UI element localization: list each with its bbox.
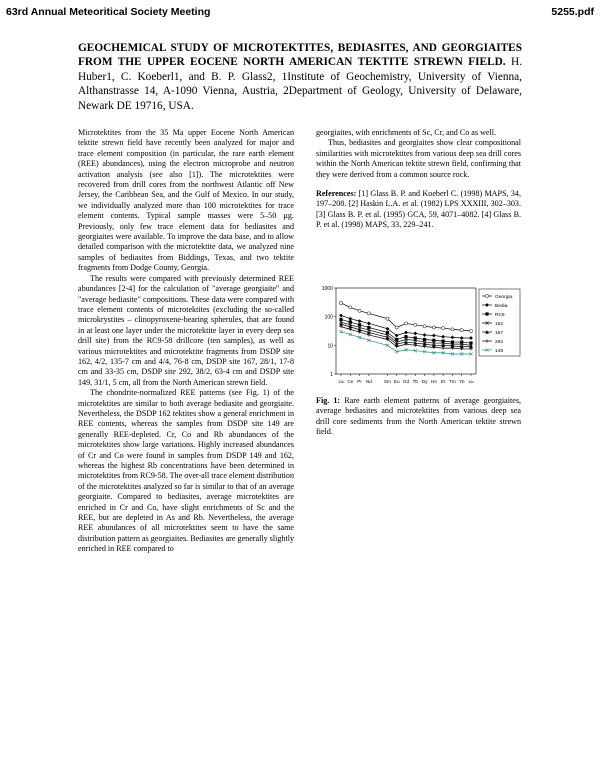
data-point <box>358 309 361 312</box>
right-column <box>316 128 521 231</box>
data-point <box>441 335 445 339</box>
x-tick-label: Lu <box>468 379 474 384</box>
data-point <box>339 301 342 304</box>
paragraph-3: The chondrite-normalized REE patterns (see Fig. 1) of the microtektites are similar to both average bediasite and georgiaite. Nevertheless, the DSDP 162 tektites show a general enrichment in REE contents, whereas the samples from DSDP site 149 are generally REE-depleted. Cr, Co and Rb abundances of the microtektites show large variations. Highly increased abundances of Cr and Co were found in samples from DSDP 149 and 162, whereas the highest Rb concentrations have been determined in microtektites from RC9-58. The over-all trace element distribution of the microtektites analyzed so far is similar to that of an average georgiaite. Compared to bediasites, average microtektites are enriched in Cr and Co, have slight enrichments of Sc and the REE, but are depleted in As and Rb. Nevertheless, the average REE abundances of all microtektites seem to have the same distribution pattern as georgiaites. Bediasites are generally slightly enriched in REE compared to <box>78 388 294 554</box>
file-name: 5255.pdf <box>551 6 594 18</box>
data-point <box>348 317 352 321</box>
legend-label: RC9 <box>495 312 505 318</box>
data-point <box>442 347 445 350</box>
x-tick-label: Eu <box>393 379 400 384</box>
x-tick-label: Tm <box>449 379 456 384</box>
x-tick-label: Pr <box>357 379 362 384</box>
data-point <box>469 336 473 340</box>
x-tick-label: Dy <box>421 379 428 384</box>
data-point <box>451 328 454 331</box>
data-point <box>485 339 488 342</box>
paragraph-5: Thus, bediasites and georgiaites show clear compositional similarities with microtektites from various deep sea drill cores within the North American tektite strewn field, confirming that they were derived from a common source rock. <box>316 138 521 179</box>
x-tick-label: Nd <box>365 379 372 384</box>
title-block <box>78 41 522 113</box>
meeting-header: 63rd Annual Meteoritical Society Meeting <box>6 6 211 18</box>
x-tick-label: Er <box>440 379 446 384</box>
paragraph-4: georgiaites, with enrichments of Sc, Cr, and Co as well. <box>316 128 497 137</box>
data-point <box>404 322 407 325</box>
authors-affiliations: H. Huber1, C. Koeberl1, and B. P. Glass2, 1Institute of Geochemistry, University of Vienna, Althanstrasse 14, A-1090 Vienna, Austria, 2Department of Geology, University of Delaware, Newark DE 19716, USA. <box>78 56 523 112</box>
legend-label: 149 <box>495 348 504 354</box>
data-point <box>358 319 362 323</box>
data-point <box>349 306 352 309</box>
x-tick-label: Ho <box>430 379 437 384</box>
ree-pattern-chart <box>316 282 522 392</box>
data-point <box>413 332 417 336</box>
references-text: [1] Glass B. P. and Koeberl C. (1998) MAPS, 34, 197–208. [2] Haskin L.A. et al. (1982) LPS XXXIII, 302–303. [3] Glass B. P. et al. (1995) GCA, 59, 4071–4082. [4] Glass B. P. et al. (1998) MAPS, 33, 229–241. <box>316 189 521 230</box>
data-point <box>432 339 435 342</box>
x-tick-label: Sm <box>383 379 391 384</box>
data-point <box>432 334 436 338</box>
paragraph-1: Microtektites from the 35 Ma upper Eocene North American tektite strewn field have recently been analyzed for major and trace element composition (in particular, the rare earth element (REE) abundances), using the electron microprobe and neutron activation analysis (see also [1]). The microtektites were recovered from drill cores from the northwest Atlantic off New Jersey, the Caribbean Sea, and the Gulf of Mexico. In our study, we individually analyzed more than 100 microtektites for trace element contents. Typical sample masses were 5–50 µg. Previously, only few trace element data for bediasites and georgiaites were available. To improve the data base, and to allow detailed comparison with the microtektite data, we analyzed nine samples of bediasites from Biddings, Texas, and two tektite fragments from Dodge County, Georgia. <box>78 128 294 273</box>
chart-series-lines <box>339 301 473 355</box>
data-point <box>339 314 343 318</box>
data-point <box>423 333 427 337</box>
figure-caption-text: Rare earth element patterns of average georgiaites, average bediasites and microtektites from various deep sea drill core sediments from the North American tektite strewn field. <box>316 396 521 437</box>
x-tick-label: Yb <box>458 379 465 384</box>
chart-legend <box>479 289 520 356</box>
legend-label: 167 <box>495 330 504 336</box>
data-point <box>451 335 455 339</box>
references <box>316 189 521 231</box>
data-point <box>414 323 417 326</box>
data-point <box>485 312 488 315</box>
figure-caption <box>316 396 521 438</box>
data-point <box>404 335 407 338</box>
data-point <box>423 325 426 328</box>
data-point <box>386 317 389 320</box>
left-column <box>78 128 294 555</box>
data-point <box>485 294 488 297</box>
legend-label: 162 <box>495 321 504 327</box>
y-tick-label: 10 <box>327 343 333 350</box>
data-point <box>349 320 352 323</box>
data-point <box>367 312 370 315</box>
data-point <box>404 331 408 335</box>
x-tick-label: Ce <box>347 379 354 384</box>
legend-label: 292 <box>495 339 504 345</box>
data-point <box>485 303 489 307</box>
figure-label: Fig. 1: <box>316 396 341 405</box>
data-point <box>469 329 472 332</box>
data-point <box>460 336 464 340</box>
data-point <box>367 322 371 326</box>
paragraph-2: The results were compared with previously determined REE abundances [2-4] for the calculation of "average georgiaite" and "average bediasite" compositions. These data were compared with trace element contents of microtektites (excluding the so-called microkrystites – clinopyroxene-bearing spherules, that are found in at least one layer under the microtektite layer in every deep sea drill site) from the RC9-58 drillcore (ten samples), as well as various microtektites and microtektite fragments from DSDP site 162, 4/2, 135-7 cm and 4/4, 76-8 cm, DSDP site 167, 28/1, 17-8 cm and 33-35 cm, DSDP site 292, 38/2, 63-4 cm and DSDP site 149, 31/1, 5 cm, all from the North American strewn field. <box>78 273 294 387</box>
y-tick-label: 100 <box>324 314 333 321</box>
paper-title: GEOCHEMICAL STUDY OF MICROTEKTITES, BEDIASITES, AND GEORGIAITES FROM THE UPPER EOCENE NORTH AMERICAN TEKTITE STREWN FIELD. <box>78 42 522 69</box>
legend-label: Bedia. <box>495 303 509 309</box>
y-tick-label: 1000 <box>321 286 333 292</box>
data-point <box>460 328 463 331</box>
data-point <box>432 326 435 329</box>
data-point <box>442 326 445 329</box>
x-tick-label: Tb <box>412 379 418 384</box>
x-tick-label: Gd <box>402 379 410 384</box>
x-tick-label: La <box>338 379 344 384</box>
legend-label: Georgia. <box>495 294 514 300</box>
y-tick-label: 1 <box>330 372 333 378</box>
references-label: References: <box>316 189 357 199</box>
data-point <box>395 326 398 329</box>
